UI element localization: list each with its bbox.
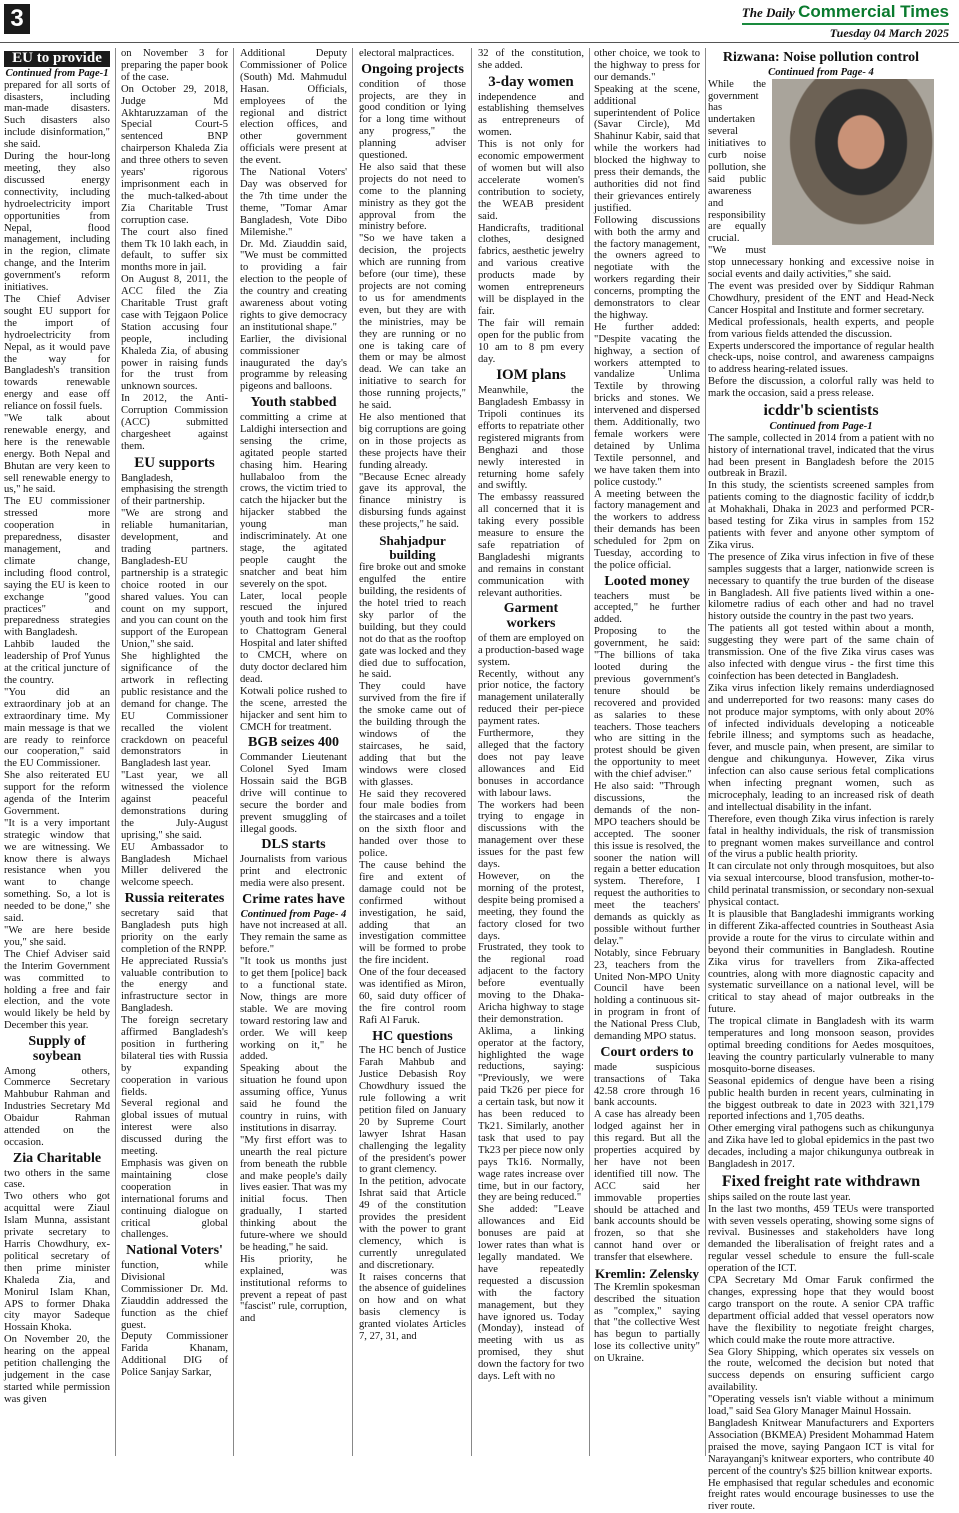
article-text: The patients all got tested within about a month, suggesting they were part of the same chain of transmission. One of the five Zika virus cases was also infected with dengue virus - the first time this coinfection has been detected in Bangladesh. <box>708 623 934 683</box>
headline-ongoing-projects: Ongoing projects <box>359 63 466 78</box>
article-text: condition of those projects, are they in good condition or lying for a long time without any progress," the planning adviser questioned. <box>359 79 466 162</box>
article-text: Therefore, even though Zika virus infection is rarely fatal in healthy individuals, the risk of transmission to pregnant women makes surveillance and control of the virus a public health priority. <box>708 814 934 862</box>
masthead <box>742 2 949 41</box>
column-5 <box>478 48 584 1456</box>
article-text: He said they recovered four male bodies from the staircases and a toilet on the sixth floor and handed over those to police. <box>359 789 466 860</box>
article-text: Experts underscored the importance of regular health check-ups, noise control, and awareness campaigns to address hearing-related issues. <box>708 341 934 377</box>
article-text: He also said that these projects do not need to come to the planning ministry as they got the approval from the ministry before. <box>359 162 466 233</box>
article-text: While the government has undertaken several initiatives to curb noise pollution, she said public awareness and responsibility are equally crucial. <box>708 79 934 246</box>
article-text: "We talk about renewable energy, and here is the renewable energy. Both Nepal and Bhutan are very keen to sell renewable energy to us," he said. <box>4 413 110 496</box>
continued-note: Continued from Page- 4 <box>708 67 934 79</box>
column-divider <box>471 48 472 1456</box>
article-text: A case has already been lodged against her in this regard. But all the properties acquired by her have not been identified till now. The ACC said her immovable properties should be attached and bank accounts should be frozen, so that she cannot hand over or transfer that elsewhere. <box>594 1109 700 1264</box>
headline-hc-questions: HC questions <box>359 1030 466 1045</box>
article-text: Speaking at the scene, additional superintendent of Police (Savar Circle), Md Shahinur Kabir, said that while the workers had blocked the highway to press their demands, the authorities did not find their grievances entirely justified. <box>594 84 700 215</box>
article-text: He further added: "Despite vacating the highway, a section of workers attempted to vandalize Unlima Textile by throwing bricks and stones. We intervened and dispersed them. Additionally, two female workers were detained by Unlima Textile personnel, and we have taken them into police custody." <box>594 322 700 489</box>
article-text: "We must stop unnecessary honking and excessive noise in social events and daily activities," she said. <box>708 245 934 281</box>
article-text: secretary said that Bangladesh puts high priority on the early completion of the RNPP. <box>121 908 228 956</box>
article-text: "You did an extraordinary job at an extraordinary time. My main message is that we are ready to reinforce our cooperation," said the EU Commissioner. <box>4 687 110 770</box>
headline-dls-starts: DLS starts <box>240 838 347 853</box>
article-text: fire broke out and smoke engulfed the entire building, the residents of the hotel tried to reach sky parlor of the building, but they could not do that as the rooftop gate was locked and they died due to suffocation, he said. <box>359 562 466 681</box>
article-text: Proposing to the government, he said: "The billions of taka looted during the previous government's tenure should be recovered and provided as salaries to these teachers. Those teachers who are sitting in the protest should be given the opportunity to meet with the chief adviser." <box>594 626 700 781</box>
article-text: The event was presided over by Siddiqur Rahman Chowdhury, president of the ENT and Head-Neck Cancer Hospital and Institute and former secretary. <box>708 281 934 317</box>
headline-eu-supports: EU supports <box>121 456 228 472</box>
article-text: Two others who got acquittal were Ziaul Islam Munna, assistant private secretary to Harris Chowdhury, ex-political secretary of then prime minister Khaleda Zia, and Monirul Islam Khan, APS to former Dhaka city mayor Sadeque Hossain Khoka. <box>4 1191 110 1334</box>
headline-looted-money: Looted money <box>594 575 700 590</box>
article-text: CPA Secretary Md Omar Faruk confirmed the changes, expressing hope that they would boost cargo transport on the route. A senior CPA traffic department official added that vessel operators now have the flexibility to negotiate freight charges, which could make the route more attractive. <box>708 1275 934 1346</box>
headline-shahjadpur-building: Shahjadpur building <box>359 534 466 561</box>
article-text: independence and establishing themselves as entrepreneurs of women. <box>478 92 584 140</box>
column-divider <box>589 48 590 1456</box>
article-text: Sea Glory Shipping, which operates six vessels on the route, welcomed the decision but noted that success depends on ensuring sufficient cargo availability. <box>708 1347 934 1395</box>
article-text: He emphasised that regular schedules and economic freight rates would encourage businesses to use the river route. <box>708 1478 934 1513</box>
article-text: Seasonal epidemics of dengue have been a rising public health burden in recent years, culminating in the biggest outbreak to date in 2023 with 321,179 reported infections and 1,705 deaths. <box>708 1076 934 1124</box>
page-number: 3 <box>4 4 30 34</box>
article-text: Handicrafts, traditional clothes, designed fabrics, aesthetic jewelry and various creative products made by women entrepreneurs will be displayed in the fair. <box>478 223 584 318</box>
article-text: The tropical climate in Bangladesh with its warm temperatures and long monsoon season, provides optimal breeding conditions for Aedes mosquitoes, leaving the country particularly vulnerable to many mosquito-borne diseases. <box>708 1016 934 1076</box>
article-text: On August 8, 2011, the ACC filed the Zia Charitable Trust graft case with Tejgaon Police Station accusing four people, including Khaleda Zia, of abusing power in raising funds for the trust from unknown sources. <box>121 274 228 393</box>
article-text: teachers must be accepted," he further added. <box>594 591 700 627</box>
article-text: She also reiterated EU support for the reform agenda of the Interim Government. <box>4 770 110 818</box>
brand-prefix: The Daily <box>742 5 795 20</box>
article-text: The National Voters' Day was observed for the 7th time under the theme, "Tomar Amar Bangladesh, Vote Dibo Milemishe." <box>240 167 347 238</box>
article-text: The sample, collected in 2014 from a patient with no history of international travel, indicated that the virus had been present in Bangladesh before the 2015 outbreak in Brazil. <box>708 433 934 481</box>
article-text: The embassy reassured all concerned that it is taking every possible measure to ensure the safe repatriation of Bangladeshi migrants and remains in constant communication with relevant authorities. <box>478 492 584 599</box>
article-text: Additional Deputy Commissioner of Police (South) Md. Mahmudul Hasan. Officials, employees of the regional and district election offices, and other government officials were present at the event. <box>240 48 347 167</box>
headline-zia-charitable: Zia Charitable <box>4 1152 110 1167</box>
article-text: "We are strong and reliable humanitarian, development, and trading partners. Bangladesh-EU partnership is a strategic choice rooted in our shared values. You can count on my support, and you can count on the support of the European Union," she said. <box>121 508 228 651</box>
article-text: A meeting between the factory management and the workers to address their demands has been scheduled for 2pm on Tuesday, according to the police official. <box>594 489 700 572</box>
article-text: In this study, the scientists screened samples from patients coming to the diagnostic facility of icddr,b at Mohakhali, Dhaka in 2023 and performed PCR-based testing for Zika virus in samples from 152 patients with fever and anyone other symptom of Zika virus. <box>708 480 934 551</box>
article-text: "Because Ecnec already gave its approval, the finance ministry is disbursing funds against these projects," he said. <box>359 472 466 532</box>
article-text: Later, local people rescued the injured youth and took him first to Chattogram General Hospital and later shifted to CMCH, where on duty doctor declared him dead. <box>240 591 347 686</box>
article-text: Deputy Commissioner Farida Khanam, Additional DIG of Police Sanjay Sarkar, <box>121 1331 228 1379</box>
column-divider <box>352 48 353 1456</box>
article-text: "We are here beside you," she said. <box>4 925 110 949</box>
column-divider <box>233 48 234 1456</box>
article-text: This is not only for economic empowerment of women but will also accelerate women's contribution to society, the WEAB president said. <box>478 139 584 222</box>
article-text: On November 20, the hearing on the appeal petition challenging the judgement in the case started while permission was given <box>4 1334 110 1405</box>
column-3 <box>240 48 347 1456</box>
headline-kremlin-zelensky: Kremlin: Zelensky <box>594 1267 700 1281</box>
article-text: Bangladesh Knitwear Manufacturers and Exporters Association (BKMEA) President Mohammad Hatem praised the move, saying Pangaon ICT is vital for Narayanganj's knitwear exporters, who contribute 40 percent of the country's $25 billion knitwear exports. <box>708 1418 934 1478</box>
article-text: prepared for all sorts of disasters, including man-made disasters. Such disasters also include disinformation," she said. <box>4 80 110 151</box>
article-text: Aklima, a linking operator at the factory, highlighted the wage reductions, saying: "Previously, we were paid Tk26 per piece for a certain task, but now it has been reduced to Tk21. Similarly, another task that used to pay Tk23 per piece now only pays Tk16. Normally, wage rates increase over time, but in our factory, they are being reduced." <box>478 1026 584 1205</box>
issue-date: Tuesday 04 March 2025 <box>742 23 949 41</box>
article-text: two others in the same case. <box>4 1168 110 1192</box>
headline-russia-reiterates: Russia reiterates <box>121 892 228 907</box>
article-text: One of the four deceased was identified as Miron, 60, said duty officer of the fire control room Rafi Al Faruk. <box>359 967 466 1027</box>
article-text: The cause behind the fire and extent of damage could not be confirmed without investigation, he said, adding that an investigation committee will be formed to probe the fire incident. <box>359 860 466 967</box>
article-text: electoral malpractices. <box>359 48 466 60</box>
headline-supply-of-soybean: Supply of soybean <box>4 1035 110 1064</box>
article-text: Journalists from various print and electronic media were also present. <box>240 854 347 890</box>
header-rule <box>0 42 959 43</box>
article-text: Before the discussion, a colorful rally was held to mark the occasion, said a press release. <box>708 376 934 400</box>
article-text: In 2012, the Anti-Corruption Commission (ACC) submitted chargesheet against them. <box>121 393 228 453</box>
article-text: EU Ambassador to Bangladesh Michael Miller delivered the welcome speech. <box>121 842 228 890</box>
article-text: The court also fined them Tk 10 lakh each, in default, to suffer six months more in jail. <box>121 227 228 275</box>
article-text: The HC bench of Justice Farah Mahbub and Justice Debasish Roy Chowdhury issued the rule following a writ petition filed on January 20 by Supreme Court lawyer Ishrat Hasan challenging the legality of the president's power to grant clemency. <box>359 1045 466 1176</box>
article-text: Emphasis was given on maintaining close cooperation in international forums and continuing dialogue on critical global challenges. <box>121 1158 228 1241</box>
continued-note: Continued from Page-1 <box>708 421 934 433</box>
article-text: The foreign secretary affirmed Bangladesh's position in furthering bilateral ties with Russia by expanding cooperation in various fields. <box>121 1015 228 1098</box>
article-text: Recently, without any prior notice, the factory management unilaterally reduced their per-piece payment rates. <box>478 669 584 729</box>
article-text: They could have survived from the fire if the smoke came out of the building through the windows of the staircases, he said, adding that but the windows were closed with glasses. <box>359 681 466 788</box>
article-text: The workers had been trying to engage in discussions with the management over these issues for the past few days. <box>478 800 584 871</box>
headline-icddrb-scientists: icddr'b scientists <box>708 403 934 420</box>
article-text: The fair will remain open for the public from 10 am to 8 pm every day. <box>478 318 584 366</box>
article-text: However, on the morning of the protest, despite being promised a meeting, they found the factory closed for two days. <box>478 871 584 942</box>
article-text: Medical professionals, health experts, and people from various fields attended the discussion. <box>708 317 934 341</box>
headline-iom-plans: IOM plans <box>478 368 584 384</box>
article-text: ships sailed on the route last year. <box>708 1192 934 1204</box>
article-text: Furthermore, they alleged that the factory does not pay leave allowances and Eid bonuses in accordance with labour laws. <box>478 728 584 799</box>
article-text: Speaking about the situation he found upon assuming office, Yunus said he found the country in ruins, with institutions in disarray. <box>240 1063 347 1134</box>
column-4 <box>359 48 466 1456</box>
article-text: Earlier, the divisional commissioner inaugurated the day's programme by releasing pigeons and balloons. <box>240 334 347 394</box>
article-text: Several regional and global issues of mutual interest were also discussed during the meeting. <box>121 1098 228 1158</box>
article-text: "Operating vessels isn't viable without a minimum load," said Sea Glory Manager Mainul Hossain. <box>708 1394 934 1418</box>
article-text: Among others, Commerce Secretary Mahbubur Rahman and Industries Secretary Md Obaidur Rahman attended on the occasion. <box>4 1066 110 1149</box>
continued-note: Continued from Page- 4 <box>240 909 347 921</box>
article-text: Bangladesh, emphasising the strength of their partnership. <box>121 473 228 509</box>
article-text: Zika virus infection likely remains underdiagnosed and underreported for two reasons: many cases do not produce major symptoms, with only about 20% of infected individuals developing a noticeable febrile illness; and symptoms such as headache, fever, and muscle pain, when present, are similar to dengue and chikungunya. However, Zika virus infection can also cause serious fetal complications when infecting pregnant women, such as microcephaly, leading to an increased risk of death and intellectual disability in the infant. <box>708 683 934 814</box>
article-text: have not increased at all. They remain the same as before." <box>240 920 347 956</box>
article-text: 32 of the constitution, she added. <box>478 48 584 72</box>
article-text: Lahbib lauded the leadership of Prof Yunus at the critical juncture of the country. <box>4 639 110 687</box>
column-divider <box>705 48 706 1456</box>
article-text: On October 29, 2018, Judge Md Akhtaruzzaman of the Special Court-5 sentenced BNP chairperson Khaleda Zia and three others to seven years' rigorous imprisonment each in the much-talked-about Zia Charitable Trust corruption case. <box>121 84 228 227</box>
article-text: Meanwhile, the Bangladesh Embassy in Tripoli continues its efforts to repatriate other registered migrants from Benghazi and those newly interested in returning home safely and swiftly. <box>478 385 584 492</box>
article-text: other choice, we took to the highway to press for our demands." <box>594 48 700 84</box>
article-text: He appreciated Russia's valuable contribution to the energy and infrastructure sector in Bangladesh. <box>121 956 228 1016</box>
article-text: It is plausible that Bangladeshi immigrants working in different Zika-affected countries in Southeast Asia provide a route for the virus to circulate within and beyond their communities in Bangladesh. Routine Zika virus for travellers from Zika-affected countries, along with more diagnostic capacity and systematic surveillance on a national level, will be critical to stay ahead of major outbreaks in the future. <box>708 909 934 1016</box>
article-text: on November 3 for preparing the paper book of the case. <box>121 48 228 84</box>
article-text: His priority, he explained, was institutional reforms to prevent a repeat of past "fascist" rule, corruption, and <box>240 1254 347 1325</box>
newspaper-brand <box>742 2 949 22</box>
headline-youth-stabbed: Youth stabbed <box>240 396 347 411</box>
column-2 <box>121 48 228 1456</box>
article-text: The Chief Adviser sought EU support for the import of hydroelectricity from Nepal, as it would pave the way for Bangladesh's transition towards renewable energy and ease off reliance on fossil fuels. <box>4 294 110 413</box>
article-text: He also said: "Through discussions, the demands of the non-MPO teachers should be accepted. The sooner this issue is resolved, the sooner the nation will regain a better education system. Therefore, I request the authorities to meet the teachers' demands as quickly as possible without further delay." <box>594 781 700 948</box>
headline-fixed-freight: Fixed freight rate withdrawn <box>708 1174 934 1191</box>
headline-3-day-women: 3-day women <box>478 75 584 91</box>
article-text: In the petition, advocate Ishrat said that Article 49 of the constitution provides the president with the power to grant clemency, which is currently unregulated and discretionary. <box>359 1176 466 1271</box>
article-text: "So we have taken a decision, the projects which are running from before (our time), these projects are not coming to us for amendments even, but they are with the ministries, may be they are running or no one is taking care of them or may be almost dead. We can take an initiative to search for those running projects," he said. <box>359 233 466 412</box>
article-text: She added: "Leave allowances and Eid bonuses are paid at lower rates than what is legally mandated. We have repeatedly requested a discussion with the factory management, but they have ignored us. Today (Monday), instead of meeting with us as promised, they shut down the factory for two days. Left with no <box>478 1204 584 1383</box>
column-6 <box>594 48 700 1456</box>
continued-note: Continued from Page-1 <box>4 68 110 80</box>
headline-bgb-seizes: BGB seizes 400 <box>240 736 347 751</box>
headline-court-orders: Court orders to <box>594 1046 700 1061</box>
article-text: "Last year, we all witnessed the violence against peaceful demonstrations during the July-August uprising," she said. <box>121 770 228 841</box>
article-text: Dr. Md. Ziauddin said, "We must be committed to providing a fair election to the people of the country and creating awareness about voting rights to give democracy an institutional shape." <box>240 239 347 334</box>
article-text: The Kremlin spokesman described the situation as "complex," saying that "the collective West has begun to partially lose its collective unity" on Ukraine. <box>594 1282 700 1365</box>
article-text: He also mentioned that big corruptions are going on in those projects as these projects have their funding already. <box>359 412 466 472</box>
headline-national-voters: National Voters' <box>121 1244 228 1259</box>
article-text: "My first effort was to unearth the real picture from beneath the rubble and make people's daily lives easier. That was my initial focus. Then gradually, I started thinking about the future-where we should be heading," he said. <box>240 1135 347 1254</box>
article-text: Commander Lieutenant Colonel Syed Imam Hossain said the BGB drive will continue to secure the border and prevent smuggling of illegal goods. <box>240 752 347 835</box>
article-text: made suspicious transactions of Taka 42.58 crore through 16 bank accounts. <box>594 1062 700 1110</box>
article-text: Kotwali police rushed to the scene, arrested the hijacker and sent him to CMCH for treatment. <box>240 686 347 734</box>
article-text: "It is a very important strategic window that we are witnessing. We know there is always resistance when you want to change something. So, a lot is needed to be done," she said. <box>4 818 110 925</box>
article-text: "It took us months just to get them [police] back to a functional state. Now, things are more stable. We are moving toward restoring law and order. We will keep working on it," he added. <box>240 956 347 1063</box>
article-text: Frustrated, they took to the regional road adjacent to the factory before eventually moving to the Dhaka-Aricha highway to stage their demonstration. <box>478 942 584 1025</box>
article-text: She highlighted the significance of the artwork in reflecting public resistance and the demand for change. The EU Commissioner recalled the violent crackdown on peaceful demonstrators in Bangladesh last year. <box>121 651 228 770</box>
column-7 <box>708 48 934 1456</box>
speaker-photo <box>772 79 934 245</box>
column-1 <box>4 48 110 1456</box>
article-text: function, while Divisional Commissioner Dr. Md. Ziauddin addressed the function as the chief guest. <box>121 1260 228 1331</box>
headline-rizwana-noise: Rizwana: Noise pollution control <box>708 51 934 66</box>
headline-eu-to-provide: EU to provide <box>4 51 110 67</box>
article-text: Notably, since February 23, teachers from the United Non-MPO Unity Council have been holding a continuous sit-in program in front of the National Press Club, demanding MPO status. <box>594 948 700 1043</box>
article-text: The EU commissioner stressed more cooperation in preparedness, disaster management, and climate change, including flood control, saying the EU is keen to exchange "good practices" and preparedness strategies with Bangladesh. <box>4 496 110 639</box>
brand-name: Commercial Times <box>798 2 949 21</box>
column-divider <box>115 48 116 1456</box>
article-text: The Chief Adviser said the Interim Government was committed to holding a free and fair election, and the vote would likely be held by December this year. <box>4 949 110 1032</box>
article-text: In the last two months, 459 TEUs were transported with seven vessels operating, showing some signs of revival. Businesses and stakeholders have long demanded the liberalisation of freight rates and a regular vessel schedule to ensure the full-scale operation of the ICT. <box>708 1204 934 1275</box>
article-text: Other emerging viral pathogens such as chikungunya and Zika have led to global epidemics in the past two decades, including a major chikungunya outbreak in Bangladesh in 2017. <box>708 1123 934 1171</box>
article-text: committing a crime at Laldighi intersection and sensing the crime, agitated people started chasing him. Hearing hullabaloo from the crows, the victim tried to catch the hijacker but the hijacker stabbed the young man indiscriminately. At one stage, the agitated people caught the snatcher and beat him severely on the spot. <box>240 412 347 591</box>
article-text: During the hour-long meeting, they also discussed energy connectivity, including hydroelectricity import opportunities from Nepal, flood management, including in the region, climate change, and the Interim government's reform initiatives. <box>4 151 110 294</box>
article-text: of them are employed on a production-based wage system. <box>478 633 584 669</box>
article-text: It can circulate not only through mosquitoes, but also via sexual intercourse, blood transfusion, mother-to-child perinatal transmission, or secondary non-sexual physical contact. <box>708 861 934 909</box>
article-text: The presence of Zika virus infection in five of these samples suggests that a larger, nationwide screen is necessary to quantify the true burden of the disease in Bangladesh. All five patients lived within a one-kilometre radius of each other and had no travel history outside the country in the past two years. <box>708 552 934 623</box>
headline-garment-workers: Garment workers <box>478 602 584 631</box>
headline-crime-rates: Crime rates have <box>240 893 347 908</box>
article-text: Following discussions with both the army and the factory management, the owners agreed to negotiate with the workers regarding their concerns, prompting the demonstrators to clear the highway. <box>594 215 700 322</box>
article-text: It raises concerns that the absence of guidelines on how and on what basis clemency is granted violates Articles 7, 27, 31, and <box>359 1272 466 1343</box>
